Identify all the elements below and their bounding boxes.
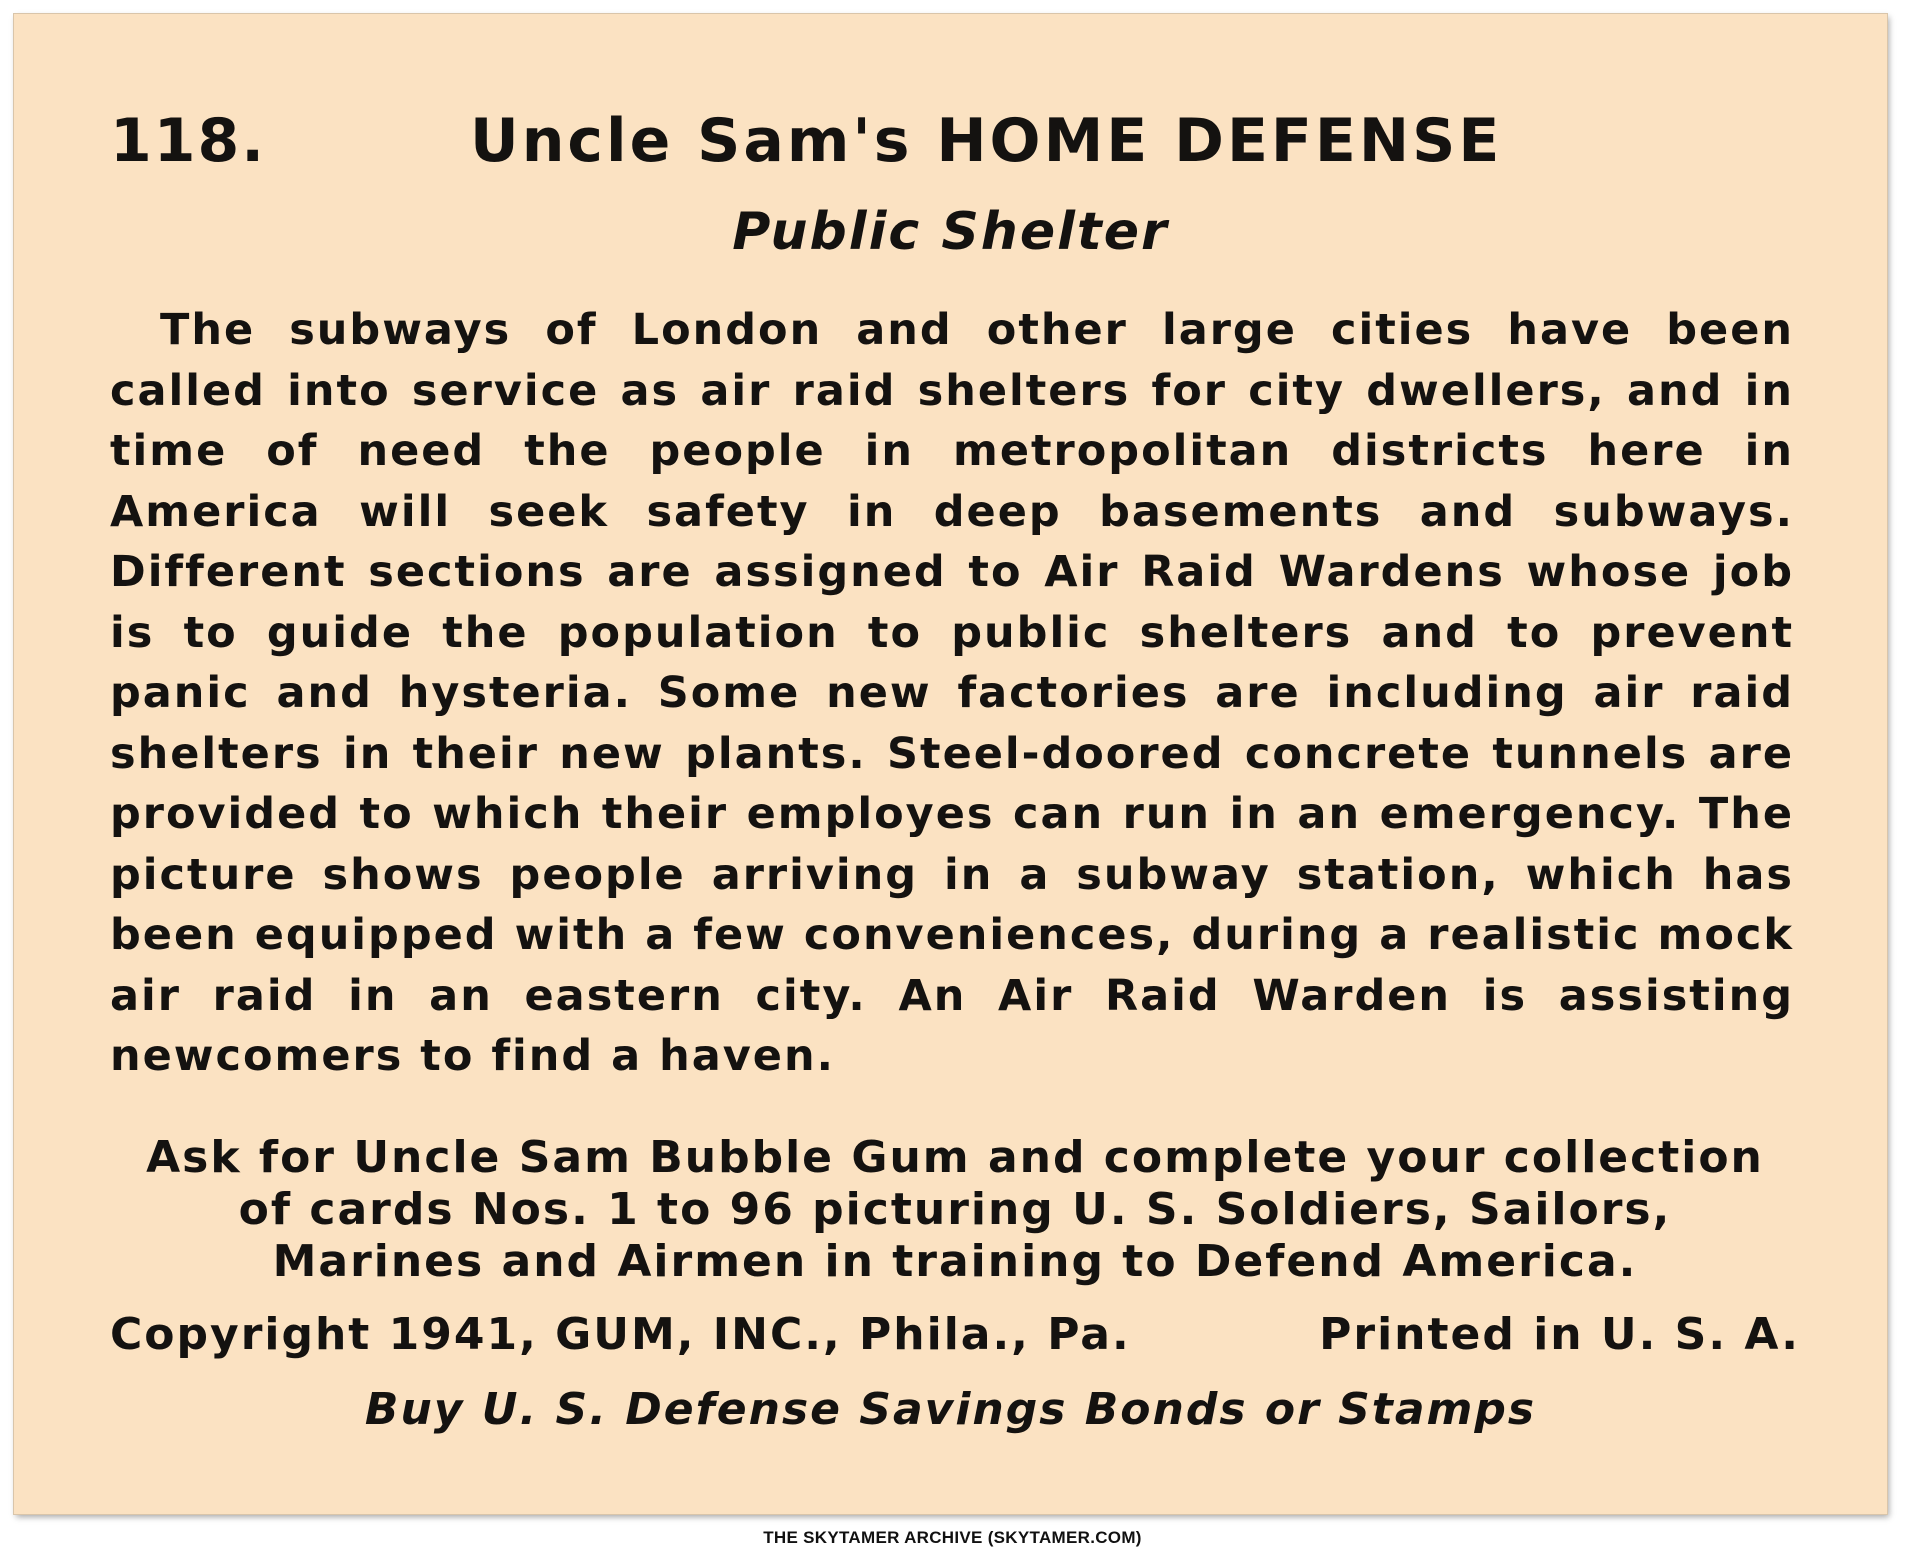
copyright-notice: Copyright 1941, GUM, INC., Phila., Pa. bbox=[110, 1309, 1131, 1360]
copyright-row bbox=[110, 1309, 1800, 1369]
promo-line: Marines and Airmen in training to Defend America. bbox=[272, 1236, 1638, 1287]
bonds-slogan: Buy U. S. Defense Savings Bonds or Stamps bbox=[364, 1384, 1537, 1435]
promo-line: Ask for Uncle Sam Bubble Gum and complete your collection bbox=[146, 1132, 1764, 1183]
card-description: The subways of London and other large cities have been called into service as air raid shelters for city dwellers, and in time of need the people in metropolitan districts here in America will seek safety in deep basements and subways. Different sections are assigned to Air Raid Wardens whose job is to guide the population to public shelters and to prevent panic and hysteria. Some new factories are including air raid shelters in their new plants. Steel-doored concrete tunnels are provided to which their employes can run in an emergency. The picture shows people arriving in a subway station, which has been equipped with a few conveniences, during a realistic mock air raid in an eastern city. An Air Raid Warden is assisting newcomers to find a haven. bbox=[110, 305, 1794, 1081]
archive-credit: THE SKYTAMER ARCHIVE (SKYTAMER.COM) bbox=[763, 1528, 1142, 1547]
printed-in: Printed in U. S. A. bbox=[1319, 1309, 1800, 1360]
card-header bbox=[110, 106, 1790, 186]
card-subtitle: Public Shelter bbox=[732, 202, 1169, 262]
trading-card-back bbox=[14, 14, 1887, 1514]
promo-text bbox=[110, 1132, 1800, 1288]
promo-line: of cards Nos. 1 to 96 picturing U. S. Soldiers, Sailors, bbox=[238, 1184, 1672, 1235]
card-number: 118. bbox=[110, 106, 267, 176]
card-title: Uncle Sam's HOME DEFENSE bbox=[470, 106, 1503, 176]
